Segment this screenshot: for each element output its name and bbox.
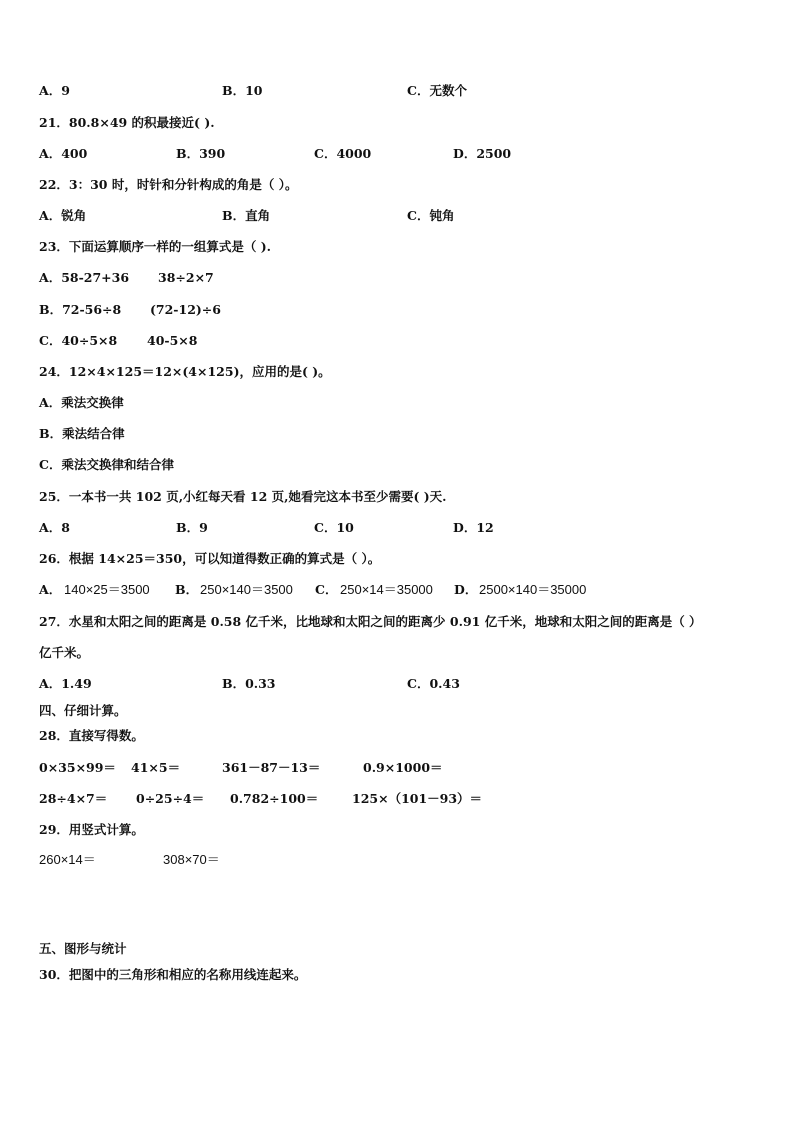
q26-option-c-label: C． xyxy=(315,582,338,597)
q30-stem: 30．把图中的三角形和相应的名称用线连起来。 xyxy=(39,967,307,982)
q26-option-c-expr: 250×14＝35000 xyxy=(340,582,433,597)
q27-stem-continued: 亿千米。 xyxy=(39,645,90,660)
q21-option-c: C．4000 xyxy=(314,146,372,161)
q21-stem: 21．80.8×49 的积最接近( ). xyxy=(39,115,215,130)
q23-stem: 23．下面运算顺序一样的一组算式是（ ). xyxy=(39,239,272,254)
q23-option-a-label: A．58-27+36 xyxy=(39,270,130,285)
q26-option-a-label: A． xyxy=(39,582,62,597)
q28-expr: 0.9×1000＝ xyxy=(363,760,443,775)
q25-stem: 25．一本书一共 102 页,小红每天看 12 页,她看完这本书至少需要( )天. xyxy=(39,489,447,504)
q22-option-c: C．钝角 xyxy=(407,208,455,223)
q29-expr-1: 260×14＝ xyxy=(39,852,96,867)
q22-option-b: B．直角 xyxy=(222,208,271,223)
q26-option-a-expr: 140×25＝3500 xyxy=(64,582,150,597)
q21-option-d: D．2500 xyxy=(453,146,512,161)
q24-option-b: B．乘法结合律 xyxy=(39,426,125,441)
q28-expr: 0×35×99＝ xyxy=(39,760,116,775)
q21-option-a: A．400 xyxy=(39,146,88,161)
q27-stem: 27．水星和太阳之间的距离是 0.58 亿千米，比地球和太阳之间的距离少 0.91 亿千米，地球和太阳之间的距离是（ ） xyxy=(39,614,702,629)
q20-option-b: B．10 xyxy=(222,83,263,98)
q23-option-c-label: C．40÷5×8 xyxy=(39,333,118,348)
q28-expr: 0.782÷100＝ xyxy=(230,791,319,806)
q25-option-d: D．12 xyxy=(453,520,494,535)
q20-option-c: C．无数个 xyxy=(407,83,467,98)
q22-stem: 22．3：30 时，时针和分针构成的角是（ ）。 xyxy=(39,177,298,192)
q24-option-a: A．乘法交换律 xyxy=(39,395,124,410)
q22-option-a: A．锐角 xyxy=(39,208,87,223)
q21-option-b: B．390 xyxy=(176,146,226,161)
q29-stem: 29．用竖式计算。 xyxy=(39,822,144,837)
q26-stem: 26．根据 14×25＝350，可以知道得数正确的算式是（ ）。 xyxy=(39,551,381,566)
q28-expr: 0÷25÷4＝ xyxy=(136,791,205,806)
q27-option-b: B．0.33 xyxy=(222,676,276,691)
q23-option-a-expr: 38÷2×7 xyxy=(158,270,214,285)
q26-option-b-label: B． xyxy=(175,582,199,597)
section-5-heading: 五、图形与统计 xyxy=(39,941,127,956)
q26-option-d-label: D． xyxy=(454,582,478,597)
q24-stem: 24．12×4×125＝12×(4×125)，应用的是( )。 xyxy=(39,364,331,379)
q26-option-b-expr: 250×140＝3500 xyxy=(200,582,293,597)
q27-option-c: C．0.43 xyxy=(407,676,460,691)
q23-option-b-expr: (72-12)÷6 xyxy=(150,302,221,317)
q27-option-a: A．1.49 xyxy=(39,676,92,691)
q25-option-b: B．9 xyxy=(176,520,208,535)
q24-option-c: C．乘法交换律和结合律 xyxy=(39,457,174,472)
q28-expr: 28÷4×7＝ xyxy=(39,791,108,806)
q28-stem: 28．直接写得数。 xyxy=(39,728,144,743)
section-4-heading: 四、仔细计算。 xyxy=(39,703,127,718)
q25-option-c: C．10 xyxy=(314,520,354,535)
q29-expr-2: 308×70＝ xyxy=(163,852,220,867)
q23-option-b-label: B．72-56÷8 xyxy=(39,302,122,317)
q25-option-a: A．8 xyxy=(39,520,70,535)
q28-expr: 125×（101－93）＝ xyxy=(352,791,483,806)
q28-expr: 361－87－13＝ xyxy=(222,760,321,775)
q23-option-c-expr: 40-5×8 xyxy=(147,333,198,348)
q26-option-d-expr: 2500×140＝35000 xyxy=(479,582,587,597)
q28-expr: 41×5＝ xyxy=(131,760,181,775)
q20-option-a: A．9 xyxy=(39,83,70,98)
